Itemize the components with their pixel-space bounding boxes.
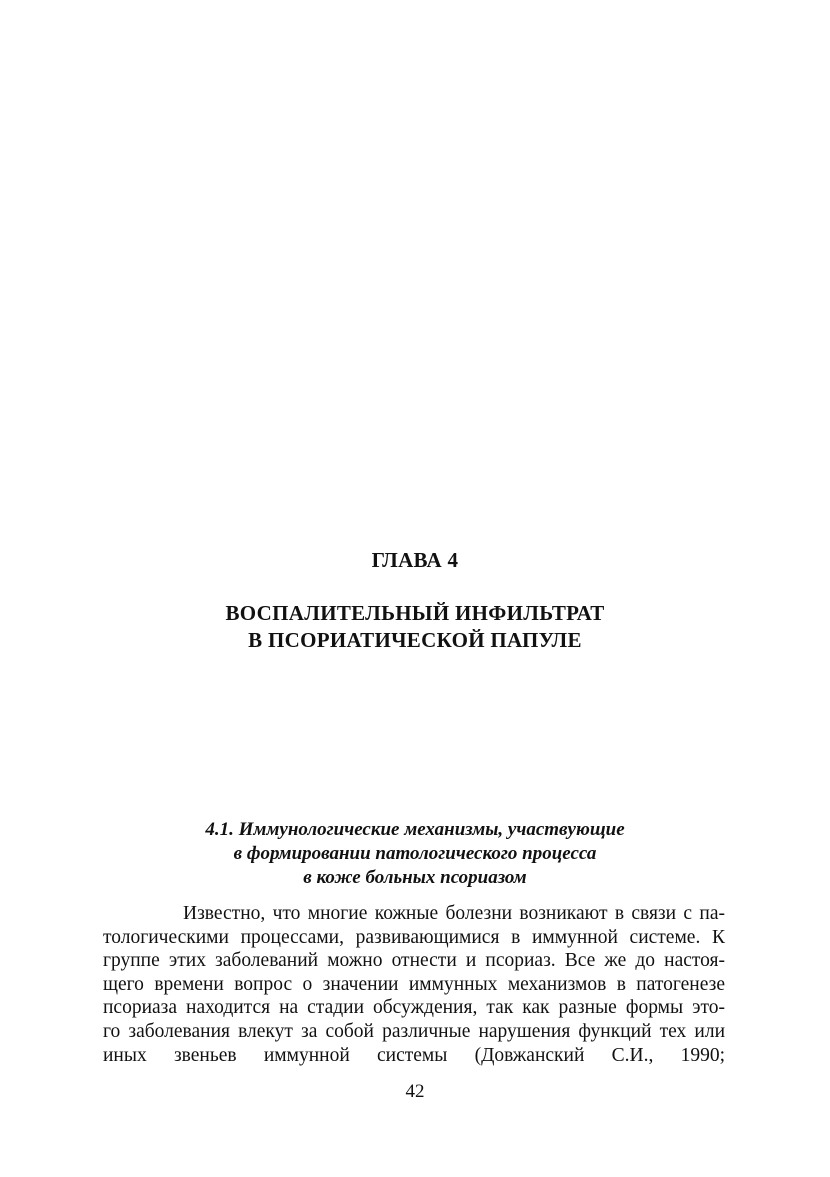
chapter-title-line: ВОСПАЛИТЕЛЬНЫЙ ИНФИЛЬТРАТ [225, 601, 605, 625]
chapter-title [0, 600, 830, 654]
section-heading-line: 4.1. Иммунологические механизмы, участвующие [205, 819, 625, 840]
body-line: го заболевания влекут за собой различные нарушения функций тех или [103, 1020, 725, 1042]
section-heading [0, 818, 830, 890]
chapter-label: ГЛАВА 4 [371, 548, 459, 572]
body-line: группе этих заболеваний можно отнести и псориаз. Все же до настоя- [103, 950, 725, 972]
body-line: иных звеньев иммунной системы (Довжанский С.И., 1990; [103, 1044, 725, 1066]
section-heading-line: в формировании патологического процесса [233, 843, 597, 864]
body-line: Известно, что многие кожные болезни возникают в связи с па- [183, 903, 725, 924]
section-heading-line: в коже больных псориазом [303, 867, 527, 888]
chapter-title-line: В ПСОРИАТИЧЕСКОЙ ПАПУЛЕ [248, 628, 582, 652]
body-line: псориаза находится на стадии обсуждения, так как разные формы это- [103, 997, 725, 1019]
body-line: щего времени вопрос о значении иммунных механизмов в патогенезе [103, 973, 725, 995]
body-paragraph [103, 902, 725, 1067]
page-number: 42 [405, 1081, 425, 1102]
body-line: тологическими процессами, развивающимися в иммунной системе. К [103, 926, 725, 948]
